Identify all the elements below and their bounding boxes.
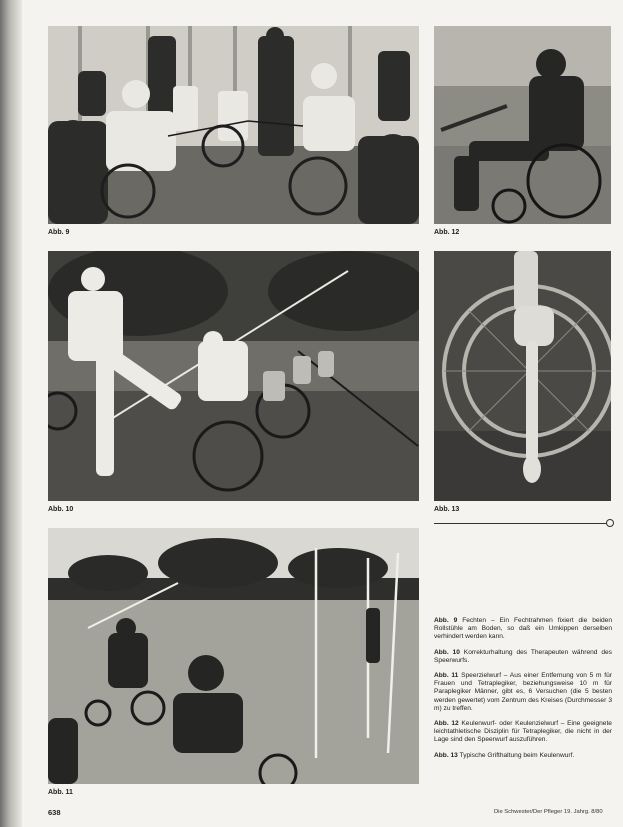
caption-text: Typische Grifthaltung beim Keulenwurf.	[459, 751, 575, 759]
caption-label: Abb. 11	[434, 672, 459, 680]
captions-block	[434, 617, 612, 767]
figure-label-12: Abb. 12	[434, 229, 460, 236]
caption-abb-11	[434, 672, 612, 713]
caption-label: Abb. 9	[434, 617, 458, 624]
photo-javelin-therapist	[48, 251, 419, 501]
caption-abb-13	[434, 752, 612, 760]
caption-abb-10	[434, 649, 612, 665]
page-number: 638	[48, 808, 61, 817]
caption-label: Abb. 13	[434, 751, 458, 759]
caption-label: Abb. 12	[434, 720, 459, 728]
separator-ornament	[606, 519, 614, 527]
caption-text: Speerzielwurf – Aus einer Entfernung von 5 m für Frauen und Tetraplegiker, beziehungsweise 10 m für Paraplegiker Männer, gibt es, 6 Versuchen (die 5 besten werden gewertet) vom Zentrum des Kreises (Durchmesser 3 m) zu treffen.	[434, 672, 612, 712]
photo-target-javelin	[48, 528, 419, 784]
caption-abb-12	[434, 720, 612, 745]
caption-text: Keulenwurf- oder Keulenzielwurf – Eine geeignete leichtathletische Disziplin für Tetraplegiker, die nicht in der Lage sind den Speerwurf auszuführen.	[434, 720, 612, 744]
caption-abb-9	[434, 617, 612, 642]
caption-label: Abb. 10	[434, 648, 460, 656]
caption-text: Fechten – Ein Fechtrahmen fixiert die beiden Rollstühle am Boden, so daß ein Umkippen derselben verhindert werden kann.	[434, 617, 612, 641]
figure-label-11: Abb. 11	[48, 789, 73, 796]
separator-rule	[434, 523, 610, 524]
figure-label-10: Abb. 10	[48, 506, 74, 513]
journal-footer: Die Schwester/Der Pfleger 19. Jahrg. 8/80	[494, 809, 603, 815]
photo-fencing	[48, 26, 419, 224]
photo-club-grip	[434, 251, 611, 501]
book-gutter-shadow	[0, 0, 22, 827]
photo-club-throw	[434, 26, 611, 224]
figure-label-13: Abb. 13	[434, 506, 460, 513]
caption-text: Korrekturhaltung des Therapeuten während des Speerwurfs.	[434, 648, 612, 664]
figure-label-9: Abb. 9	[48, 229, 70, 236]
